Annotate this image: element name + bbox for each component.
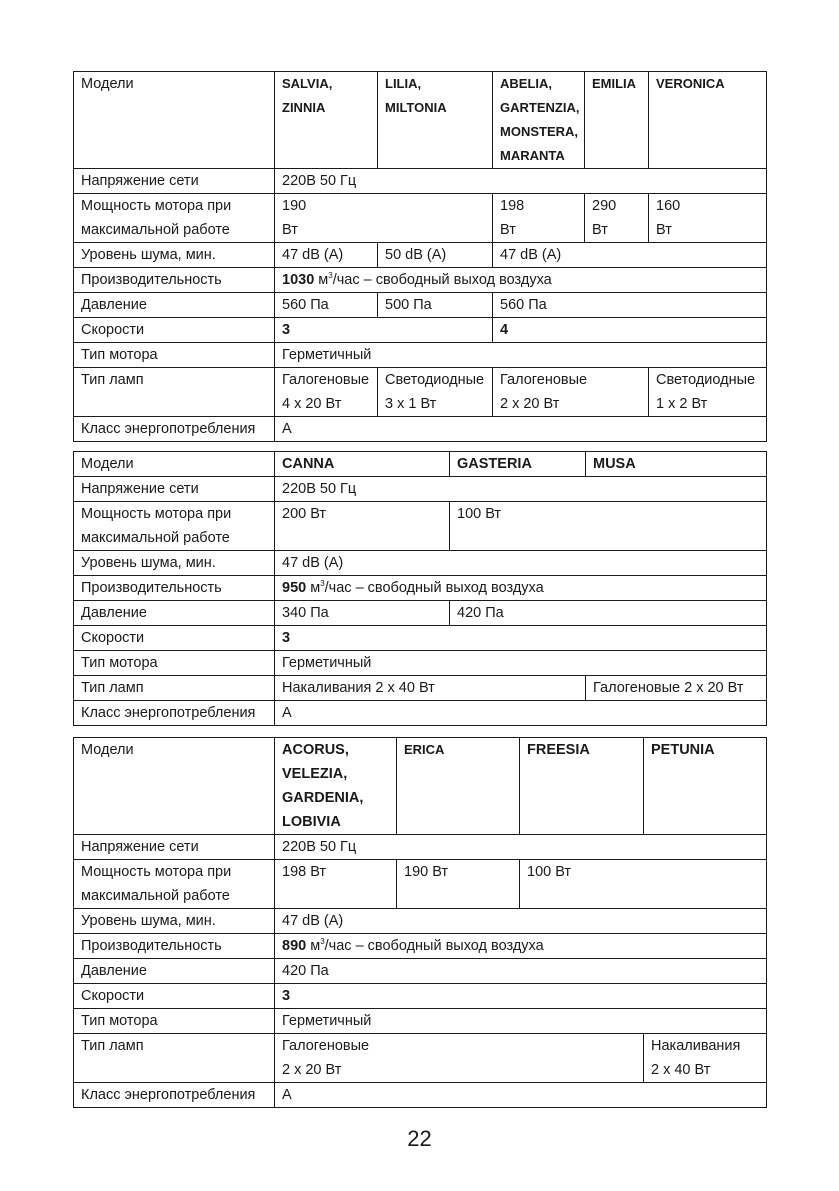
lamps-value: Накаливания 2 x 40 Вт (275, 676, 586, 701)
speeds-row (74, 984, 767, 1009)
power-value: 198 Вт (493, 194, 585, 243)
lamps-value: Светодиодные 3 x 1 Вт (378, 368, 493, 417)
lamps-value: Светодиодные 1 x 2 Вт (649, 368, 767, 417)
model-header-freesia: FREESIA (520, 738, 644, 835)
capacity-row (74, 934, 767, 959)
voltage-value: 220В 50 Гц (275, 169, 767, 194)
lamps-row (74, 676, 767, 701)
lamps-value: Галогеновые 4 x 20 Вт (275, 368, 378, 417)
pressure-value: 420 Па (275, 959, 767, 984)
capacity-label: Производительность (74, 576, 275, 601)
power-value: 100 Вт (520, 860, 767, 909)
voltage-label: Напряжение сети (74, 835, 275, 860)
models-row (74, 72, 767, 169)
lamps-row (74, 1034, 767, 1083)
energy-row (74, 1083, 767, 1108)
lamps-value: Галогеновые 2 x 20 Вт (493, 368, 649, 417)
power-value: 190 Вт (397, 860, 520, 909)
motor-label: Тип мотора (74, 343, 275, 368)
speeds-row (74, 626, 767, 651)
voltage-label: Напряжение сети (74, 477, 275, 502)
pressure-label: Давление (74, 959, 275, 984)
motor-row (74, 1009, 767, 1034)
power-value: 198 Вт (275, 860, 397, 909)
energy-value: А (275, 417, 767, 442)
lamps-value: Накаливания 2 x 40 Вт (644, 1034, 767, 1083)
noise-value: 47 dB (A) (493, 243, 767, 268)
capacity-label: Производительность (74, 934, 275, 959)
noise-label: Уровень шума, мин. (74, 909, 275, 934)
noise-label: Уровень шума, мин. (74, 551, 275, 576)
models-label: Модели (74, 72, 275, 169)
lamps-value: Галогеновые 2 x 20 Вт (275, 1034, 644, 1083)
power-row (74, 860, 767, 909)
pressure-label: Давление (74, 293, 275, 318)
capacity-value: 890 $м^3$/час – свободный выход воздуха (275, 934, 767, 959)
noise-value: 47 dB (A) (275, 909, 767, 934)
page-number: 22 (407, 1126, 432, 1151)
pressure-value: 560 Па (493, 293, 767, 318)
spec-table-2 (73, 451, 767, 726)
pressure-value: 500 Па (378, 293, 493, 318)
noise-value: 47 dB (A) (275, 551, 767, 576)
models-label: Модели (74, 738, 275, 835)
motor-label: Тип мотора (74, 1009, 275, 1034)
energy-label: Класс энергопотребления (74, 1083, 275, 1108)
model-header-emilia: EMILIA (585, 72, 649, 169)
pressure-value: 560 Па (275, 293, 378, 318)
noise-label: Уровень шума, мин. (74, 243, 275, 268)
lamps-label: Тип ламп (74, 676, 275, 701)
speeds-label: Скорости (74, 984, 275, 1009)
speeds-value: 3 (275, 626, 767, 651)
model-header-abelia-group: ABELIA, GARTENZIA, MONSTERA, MARANTA (493, 72, 585, 169)
pressure-row (74, 601, 767, 626)
noise-row (74, 243, 767, 268)
power-value: 290 Вт (585, 194, 649, 243)
power-label: Мощность мотора при максимальной работе (74, 502, 275, 551)
noise-value: 47 dB (A) (275, 243, 378, 268)
power-label: Мощность мотора при максимальной работе (74, 194, 275, 243)
capacity-value: 1030 $м^3$/час – свободный выход воздуха (275, 268, 767, 293)
capacity-row (74, 576, 767, 601)
power-value: 200 Вт (275, 502, 450, 551)
speeds-row (74, 318, 767, 343)
motor-label: Тип мотора (74, 651, 275, 676)
speeds-label: Скорости (74, 626, 275, 651)
motor-value: Герметичный (275, 343, 767, 368)
pressure-row (74, 959, 767, 984)
lamps-label: Тип ламп (74, 1034, 275, 1083)
model-header-musa: MUSA (586, 452, 767, 477)
energy-label: Класс энергопотребления (74, 417, 275, 442)
model-header-lilia-miltonia: LILIA, MILTONIA (378, 72, 493, 169)
speeds-value: 3 (275, 318, 493, 343)
power-value: 160 Вт (649, 194, 767, 243)
pressure-row (74, 293, 767, 318)
voltage-row (74, 477, 767, 502)
energy-label: Класс энергопотребления (74, 701, 275, 726)
motor-value: Герметичный (275, 1009, 767, 1034)
energy-row (74, 701, 767, 726)
models-row (74, 738, 767, 835)
noise-value: 50 dB (A) (378, 243, 493, 268)
model-header-erica: ERICA (397, 738, 520, 835)
voltage-value: 220В 50 Гц (275, 477, 767, 502)
pressure-value: 340 Па (275, 601, 450, 626)
speeds-value: 3 (275, 984, 767, 1009)
motor-value: Герметичный (275, 651, 767, 676)
voltage-row (74, 169, 767, 194)
energy-value: А (275, 701, 767, 726)
lamps-value: Галогеновые 2 x 20 Вт (586, 676, 767, 701)
model-header-canna: CANNA (275, 452, 450, 477)
model-header-gasteria: GASTERIA (450, 452, 586, 477)
spec-table-3 (73, 737, 767, 1108)
pressure-label: Давление (74, 601, 275, 626)
models-row (74, 452, 767, 477)
energy-row (74, 417, 767, 442)
noise-row (74, 909, 767, 934)
model-header-petunia: PETUNIA (644, 738, 767, 835)
model-header-acorus-group: ACORUS, VELEZIA, GARDENIA, LOBIVIA (275, 738, 397, 835)
power-row (74, 502, 767, 551)
capacity-value: 950 $м^3$/час – свободный выход воздуха (275, 576, 767, 601)
capacity-row (74, 268, 767, 293)
noise-row (74, 551, 767, 576)
power-value: 190 Вт (275, 194, 493, 243)
lamps-label: Тип ламп (74, 368, 275, 417)
capacity-label: Производительность (74, 268, 275, 293)
lamps-row (74, 368, 767, 417)
speeds-value: 4 (493, 318, 767, 343)
voltage-row (74, 835, 767, 860)
power-label: Мощность мотора при максимальной работе (74, 860, 275, 909)
voltage-label: Напряжение сети (74, 169, 275, 194)
voltage-value: 220В 50 Гц (275, 835, 767, 860)
power-row (74, 194, 767, 243)
pressure-value: 420 Па (450, 601, 767, 626)
motor-row (74, 651, 767, 676)
motor-row (74, 343, 767, 368)
speeds-label: Скорости (74, 318, 275, 343)
models-label: Модели (74, 452, 275, 477)
model-header-salvia-zinnia: SALVIA, ZINNIA (275, 72, 378, 169)
model-header-veronica: VERONICA (649, 72, 767, 169)
power-value: 100 Вт (450, 502, 767, 551)
spec-table-1 (73, 71, 767, 442)
energy-value: А (275, 1083, 767, 1108)
